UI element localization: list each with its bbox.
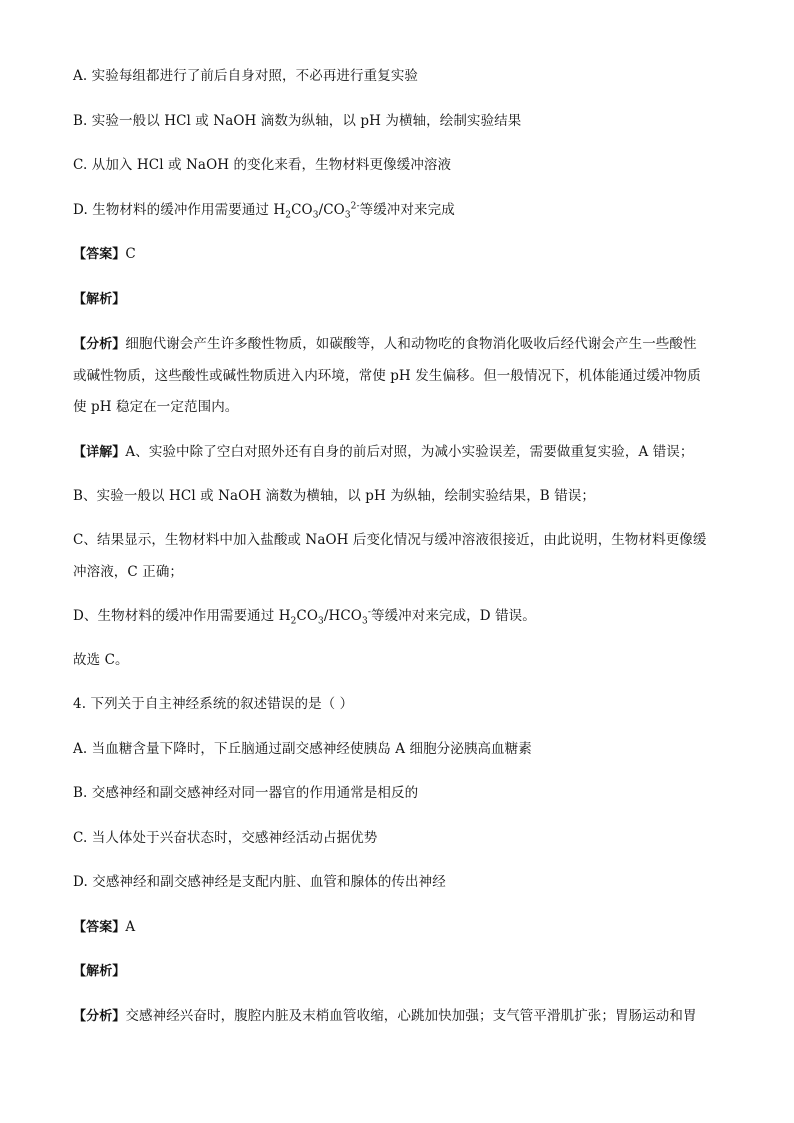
q3-fenxi-line-3: 使 pH 稳定在一定范围内。 xyxy=(73,399,239,415)
q4-option-c: C. 当人体处于兴奋状态时，交感神经活动占据优势 xyxy=(73,830,378,846)
q3-answer xyxy=(73,244,721,265)
answer-tag: 【答案】 xyxy=(73,920,126,935)
q4-fenxi-line-1: 【分析】交感神经兴奋时，腹腔内脏及末梢血管收缩，心跳加快加强；支气管平滑肌扩张；胃肠运动和胃 xyxy=(73,1008,697,1024)
q3-xiangjie-d: D、生物材料的缓冲作用需要通过 $H_2CO_3/HCO_3^-$等缓冲对来完成，D 错误。 xyxy=(73,607,536,627)
q3-xiangjie-a: 【详解】A、实验中除了空白对照外还有自身的前后对照，为减小实验误差，需要做重复实验，A 错误； xyxy=(73,444,694,460)
q3-option-a: A. 实验每组都进行了前后自身对照，不必再进行重复实验 xyxy=(73,68,419,84)
q3-option-b: B. 实验一般以 HCl 或 NaOH 滴数为纵轴，以 pH 为横轴，绘制实验结果 xyxy=(73,113,522,129)
q3-fenxi-line-1: 【分析】细胞代谢会产生许多酸性物质，如碳酸等，人和动物吃的食物消化吸收后经代谢会产生一些酸性 xyxy=(73,336,697,352)
answer-tag: 【答案】 xyxy=(73,247,126,262)
answer-value: A xyxy=(125,919,136,935)
q4-answer xyxy=(73,917,721,938)
q4-option-d: D. 交感神经和副交感神经是支配内脏、血管和腺体的传出神经 xyxy=(73,874,446,890)
answer-value: C xyxy=(125,246,136,262)
q3-xiangjie-b: B、实验一般以 HCl 或 NaOH 滴数为横轴，以 pH 为纵轴，绘制实验结果，B 错误； xyxy=(73,488,596,504)
q4-option-a: A. 当血糖含量下降时，下丘脑通过副交感神经使胰岛 A 细胞分泌胰高血糖素 xyxy=(73,741,532,757)
q3-fenxi-line-2: 或碱性物质，这些酸性或碱性物质进入内环境，常使 pH 发生偏移。但一般情况下，机体能通过缓冲物质 xyxy=(73,368,701,384)
q4-stem: 4. 下列关于自主神经系统的叙述错误的是（ ） xyxy=(73,696,354,712)
q3-option-d: D. 生物材料的缓冲作用需要通过 $H_2CO_3/CO_3^{2-}$等缓冲对来完成 xyxy=(73,201,455,221)
q3-analysis-heading: 【解析】 xyxy=(73,292,126,307)
q3-xiangjie-c-1: C、结果显示，生物材料中加入盐酸或 NaOH 后变化情况与缓冲溶液很接近，由此说明，生物材料更像缓 xyxy=(73,532,707,548)
q4-option-b: B. 交感神经和副交感神经对同一器官的作用通常是相反的 xyxy=(73,785,419,801)
q4-analysis-heading: 【解析】 xyxy=(73,964,126,979)
q3-xiangjie-c-2: 冲溶液，C 正确； xyxy=(73,564,184,580)
q3-conclusion: 故选 C。 xyxy=(73,652,129,668)
q3-option-c: C. 从加入 HCl 或 NaOH 的变化来看，生物材料更像缓冲溶液 xyxy=(73,157,452,173)
